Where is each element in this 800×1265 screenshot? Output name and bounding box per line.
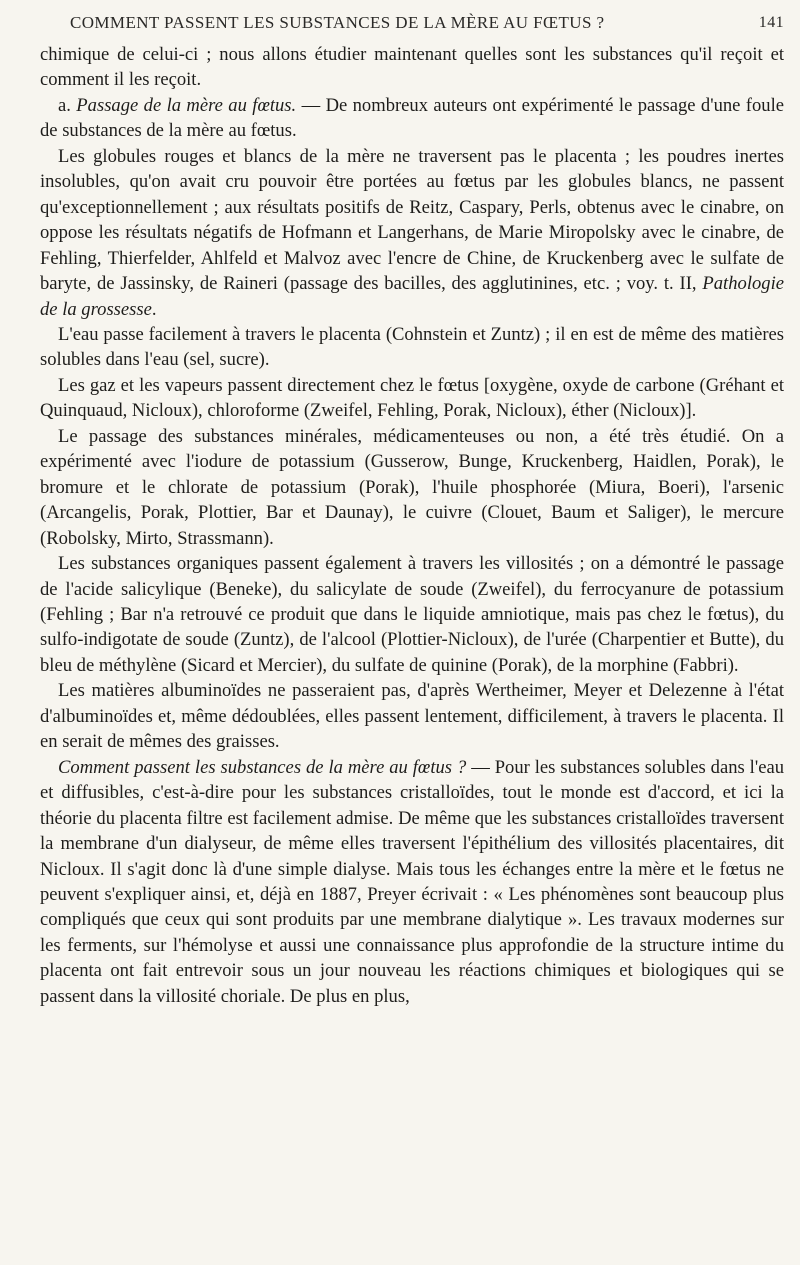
- running-head: [70, 10, 784, 36]
- paragraph-text: Les substances organiques passent également à travers les villosités ; on a démontré le passage de l'acide salicylique (Beneke), du salicylate de soude (Zweifel), du ferrocyanure de potassium (Fehling ; Bar n'a retrouvé ce produit que dans le liquide amniotique, mais pas chez le fœtus), du sulfo-indigotate de soude (Zuntz), de l'alcool (Plottier-Nicloux), de l'urée (Charpentier et Butte), du bleu de méthylène (Sicard et Mercier), du sulfate de quinine (Porak), de la morphine (Fabbri).: [40, 553, 784, 676]
- section-heading: Comment passent les substances de la mère au fœtus ?: [58, 756, 467, 778]
- paragraph-text: Les gaz et les vapeurs passent directement chez le fœtus [oxygène, oxyde de carbone (Gréhant et Quinquaud, Nicloux), chloroforme (Zweifel, Fehling, Porak, Nicloux), éther (Nicloux)].: [40, 374, 784, 422]
- paragraph-text-tail: .: [151, 298, 157, 320]
- cross-reference: Pathologie de la grossesse: [40, 273, 784, 320]
- paragraph-text: Les matières albuminoïdes ne passeraient pas, d'après Wertheimer, Meyer et Delezenne à l'état d'albuminoïdes et, même dédoublées, elles passent lentement, difficilement, à travers le placenta. Il en serait de mêmes des graisses.: [40, 680, 784, 753]
- page-number: 141: [758, 14, 784, 31]
- paragraph-text: Les globules rouges et blancs de la mère ne traversent pas le placenta ; les poudres inertes insolubles, qu'on avait cru pouvoir être portées au fœtus par les globules blancs, ne passent qu'exceptionnellement ; aux résultats positifs de Reitz, Caspary, Perls, obtenus avec le cinabre, on oppose les résultats négatifs de Hofmann et Langerhans, de Marie Miropolsky avec le cinabre, de Fehling, Thierfelder, Ahlfeld et Malvoz avec l'encre de Chine, de Kruckenberg avec le sulfate de baryte, de Jassinsky, de Raineri (passage des bacilles, des agglutinines, etc. ; voy. t. II,: [40, 145, 784, 295]
- paragraph: [40, 322, 784, 373]
- paragraph-text: L'eau passe facilement à travers le placenta (Cohnstein et Zuntz) ; il en est de même des matières solubles dans l'eau (sel, sucre).: [40, 323, 784, 371]
- section-heading: Passage de la mère au fœtus.: [76, 94, 297, 116]
- paragraph-text: Le passage des substances minérales, médicamenteuses ou non, a été très étudié. On a expérimenté avec l'iodure de potassium (Gusserow, Bunge, Kruckenberg, Haidlen, Porak), le bromure et le chlorate de potassium (Porak), l'huile phosphorée (Miura, Boeri), l'arsenic (Arcangelis, Porak, Plottier, Bar et Daunay), le cuivre (Clouet, Baum et Saliger), le mercure (Robolsky, Mirto, Strassmann).: [40, 425, 784, 549]
- paragraph: [40, 424, 784, 551]
- paragraph: [40, 678, 784, 754]
- paragraph: [40, 144, 784, 322]
- body-text: [40, 42, 784, 1009]
- paragraph: [40, 42, 784, 93]
- paragraph: [40, 551, 784, 678]
- paragraph: [40, 373, 784, 424]
- running-title: COMMENT PASSENT LES SUBSTANCES DE LA MÈRE AU FŒTUS ?: [70, 13, 605, 32]
- paragraph-text: — Pour les substances solubles dans l'eau et diffusibles, c'est-à-dire pour les substances cristalloïdes, tout le monde est d'accord, et ici la théorie du placenta filtre est facilement admise. De même que les substances cristalloïdes traversent la membrane d'un dialyseur, de même elles traversent l'épithélium des villosités placentaires, dit Nicloux. Il s'agit donc là d'une simple dialyse. Mais tous les échanges entre la mère et le fœtus ne peuvent s'expliquer ainsi, et, déjà en 1887, Preyer écrivait : « Les phénomènes sont beaucoup plus compliqués que ceux qui sont produits par une membrane dialytique ». Les travaux modernes sur les ferments, sur l'hémolyse et aussi une connaissance plus approfondie de la structure intime du placenta ont fait entrevoir sous un jour nouveau les réactions chimiques et biologiques qui se passent dans la villosité choriale. De plus en plus,: [40, 756, 784, 1007]
- paragraph-text: — De nombreux auteurs ont expérimenté le passage d'une foule de substances de la mère au fœtus.: [40, 94, 784, 142]
- paragraph: [40, 755, 784, 1010]
- paragraph: [40, 93, 784, 144]
- paragraph-text: chimique de celui-ci ; nous allons étudier maintenant quelles sont les substances qu'il reçoit et comment il les reçoit.: [40, 44, 784, 91]
- section-label: a.: [58, 94, 71, 116]
